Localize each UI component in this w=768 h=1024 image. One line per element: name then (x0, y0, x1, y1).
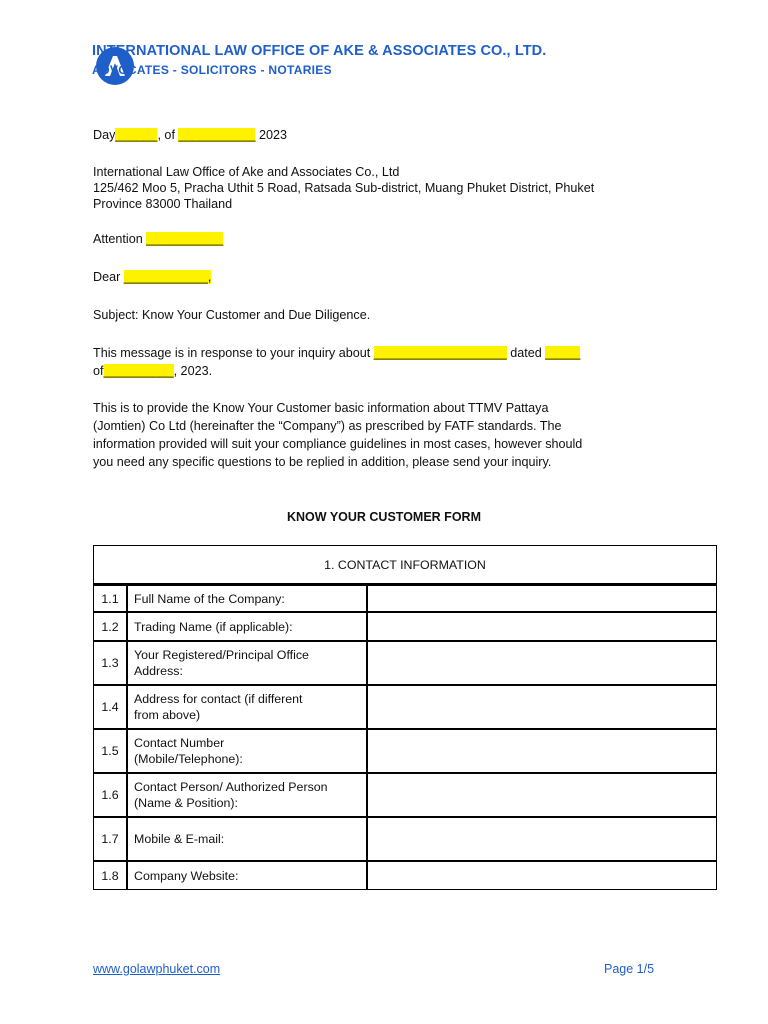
row-value-cell[interactable] (367, 641, 717, 685)
dear-blank[interactable]: ____________, (123, 270, 212, 284)
intro-line-4: you need any specific questions to be replied in addition, please send your inquiry. (93, 455, 552, 469)
row-label-line: (Name & Position): (134, 796, 238, 810)
table-row (93, 641, 717, 685)
row-number: 1.6 (93, 773, 127, 817)
row-number: 1.2 (93, 612, 127, 641)
row-label-line: from above) (134, 708, 201, 722)
row-label: Mobile & E-mail: (127, 817, 367, 861)
of-text: , of (157, 128, 179, 142)
inquiry-text-1: This message is in response to your inquiry about (93, 346, 374, 360)
inquiry-line-1 (93, 345, 580, 361)
row-label-line: (Mobile/Telephone): (134, 752, 243, 766)
table-row (93, 585, 717, 612)
table-row (93, 861, 717, 890)
row-label: Company Website: (127, 861, 367, 890)
row-label (127, 729, 367, 773)
row-label (127, 641, 367, 685)
row-number: 1.5 (93, 729, 127, 773)
row-label: Full Name of the Company: (127, 585, 367, 612)
firm-subtitle: ADVOCATES - SOLICITORS - NOTARIES (92, 63, 332, 77)
inquiry-subject-blank[interactable]: ___________________ (373, 346, 507, 360)
row-number: 1.7 (93, 817, 127, 861)
date-line (93, 127, 287, 143)
row-value-cell[interactable] (367, 729, 717, 773)
table-row (93, 729, 717, 773)
table-row (93, 773, 717, 817)
intro-line-2: (Jomtien) Co Ltd (hereinafter the “Company”) as prescribed by FATF standards. The (93, 419, 562, 433)
row-label (127, 773, 367, 817)
footer-website-link[interactable]: www.golawphuket.com (93, 962, 221, 976)
attention-line (93, 231, 223, 247)
firm-name: INTERNATIONAL LAW OFFICE OF AKE & ASSOCIATES CO., LTD. (92, 43, 547, 59)
row-label-line: Contact Person/ Authorized Person (134, 780, 328, 794)
inquiry-text-3: of (93, 364, 104, 378)
inquiry-text-4: , 2023. (173, 364, 213, 378)
row-value-cell[interactable] (367, 817, 717, 861)
row-value-cell[interactable] (367, 685, 717, 729)
inquiry-line-2 (93, 363, 212, 379)
row-value-cell[interactable] (367, 612, 717, 641)
attention-label: Attention (93, 232, 147, 246)
table-row (93, 612, 717, 641)
row-number: 1.1 (93, 585, 127, 612)
address-line-3: Province 83000 Thailand (93, 197, 233, 211)
row-label-line: Your Registered/Principal Office (134, 648, 309, 662)
attention-blank[interactable]: ___________ (146, 232, 224, 246)
row-value-cell[interactable] (367, 773, 717, 817)
row-label: Trading Name (if applicable): (127, 612, 367, 641)
day-label: Day (93, 128, 116, 142)
address-line-1: International Law Office of Ake and Associates Co., Ltd (93, 165, 400, 179)
table-section-header-row (93, 545, 717, 585)
address-line-2: 125/462 Moo 5, Pracha Uthit 5 Road, Ratsada Sub-district, Muang Phuket District, Phuket (93, 181, 595, 195)
row-value-cell[interactable] (367, 585, 717, 612)
row-value-cell[interactable] (367, 861, 717, 890)
row-number: 1.4 (93, 685, 127, 729)
table-row (93, 817, 717, 861)
intro-line-1: This is to provide the Know Your Customer basic information about TTMV Pattaya (93, 401, 549, 415)
table-row (93, 685, 717, 729)
footer-page-number: Page 1/5 (604, 962, 655, 976)
row-label-line: Address: (134, 664, 183, 678)
row-label-line: Address for contact (if different (134, 692, 303, 706)
intro-line-3: information provided will suit your compliance guidelines in most cases, however should (93, 437, 583, 451)
row-number: 1.3 (93, 641, 127, 685)
inquiry-text-2: dated (506, 346, 546, 360)
form-title: KNOW YOUR CUSTOMER FORM (287, 510, 481, 524)
row-label-line: Contact Number (134, 736, 225, 750)
subject-line: Subject: Know Your Customer and Due Diligence. (93, 308, 371, 322)
year-text: 2023 (255, 128, 287, 142)
row-label (127, 685, 367, 729)
salutation-line (93, 269, 211, 285)
section-header: 1. CONTACT INFORMATION (93, 545, 717, 585)
kyc-contact-table (93, 545, 717, 890)
inquiry-month-blank[interactable]: __________ (103, 364, 174, 378)
dear-label: Dear (93, 270, 124, 284)
month-blank[interactable]: ___________ (178, 128, 256, 142)
row-number: 1.8 (93, 861, 127, 890)
day-blank[interactable]: ______ (115, 128, 158, 142)
inquiry-date-blank[interactable]: _____ (545, 346, 581, 360)
